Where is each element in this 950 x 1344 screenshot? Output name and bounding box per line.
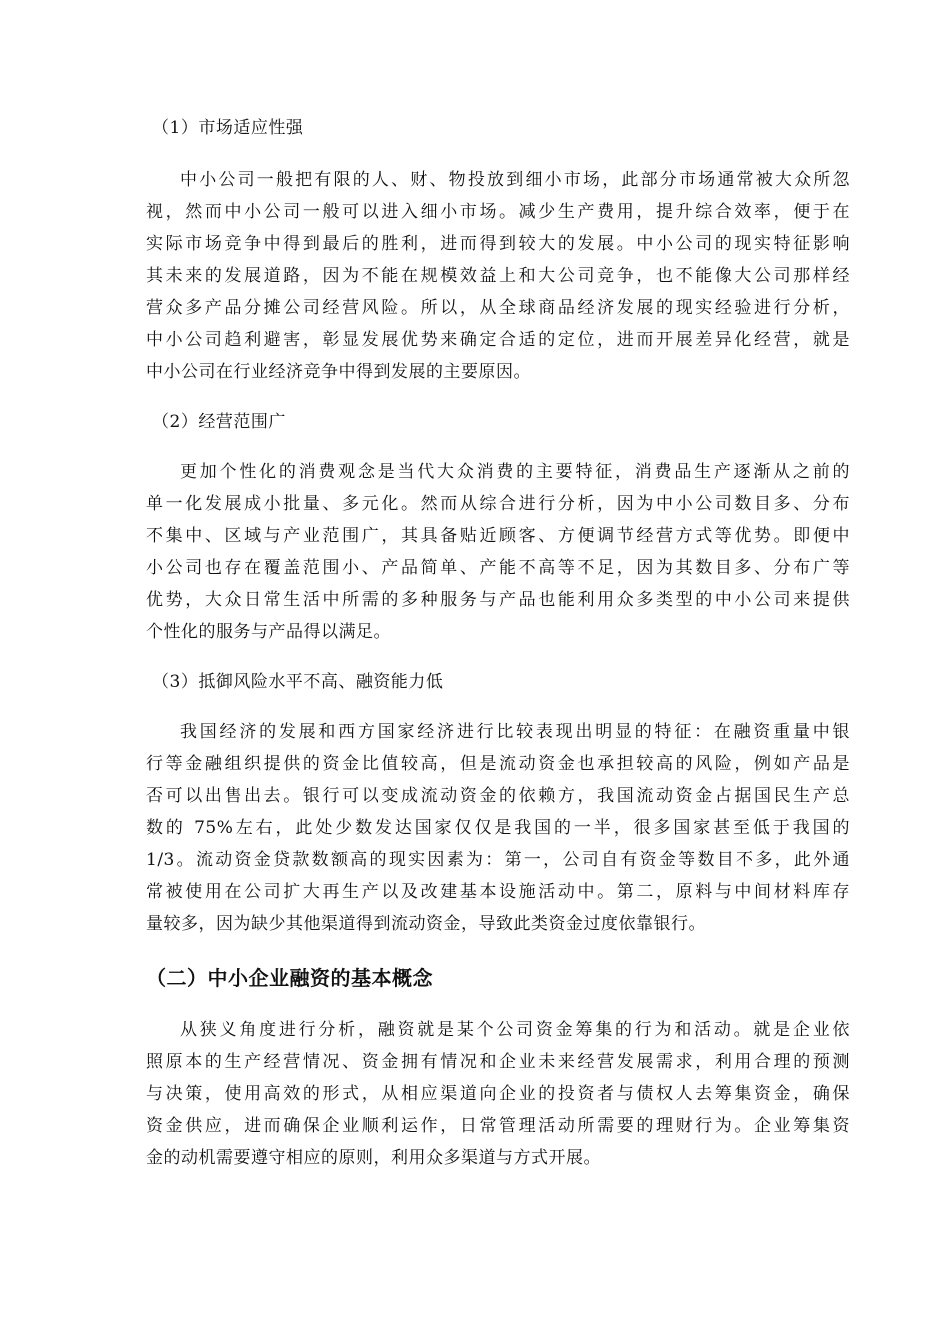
paragraph-line: 视，然而中小公司一般可以进入细小市场。减少生产费用，提升综合效率，便于在 [146,202,850,222]
paragraph-line: 实际市场竞争中得到最后的胜利，进而得到较大的发展。中小公司的现实特征影响 [146,234,850,254]
paragraph-line: 其未来的发展道路，因为不能在规模效益上和大公司竞争，也不能像大公司那样经 [146,266,850,286]
paragraph-line: 中小公司在行业经济竞争中得到发展的主要原因。 [146,362,531,382]
paragraph-line: 中小公司一般把有限的人、财、物投放到细小市场，此部分市场通常被大众所忽 [180,170,850,190]
paragraph-line: 1/3。流动资金贷款数额高的现实因素为：第一，公司自有资金等数目不多，此外通 [146,850,850,870]
paragraph-line: 行等金融组织提供的资金比值较高，但是流动资金也承担较高的风险，例如产品是 [146,754,850,774]
paragraph-line: 我国经济的发展和西方国家经济进行比较表现出明显的特征：在融资重量中银 [180,722,850,742]
paragraph-line: 否可以出售出去。银行可以变成流动资金的依赖方，我国流动资金占据国民生产总 [146,786,850,806]
subheading-market-adaptability: （1）市场适应性强 [152,118,304,138]
paragraph-line: 不集中、区域与产业范围广，其具备贴近顾客、方便调节经营方式等优势。即便中 [146,526,850,546]
paragraph-line: 金的动机需要遵守相应的原则，利用众多渠道与方式开展。 [146,1148,601,1168]
paragraph-line: 从狭义角度进行分析，融资就是某个公司资金筹集的行为和活动。就是企业依 [180,1020,850,1040]
paragraph-line: 更加个性化的消费观念是当代大众消费的主要特征，消费品生产逐渐从之前的 [180,462,850,482]
paragraph-line: 常被使用在公司扩大再生产以及改建基本设施活动中。第二，原料与中间材料库存 [146,882,850,902]
paragraph-line: 中小公司趋利避害，彰显发展优势来确定合适的定位，进而开展差异化经营，就是 [146,330,850,350]
subheading-business-scope: （2）经营范围广 [152,412,286,432]
section-heading-financing-concept: （二）中小企业融资的基本概念 [146,966,433,990]
paragraph-line: 单一化发展成小批量、多元化。然而从综合进行分析，因为中小公司数目多、分布 [146,494,850,514]
paragraph-line: 个性化的服务与产品得以满足。 [146,622,391,642]
subheading-risk-financing: （3）抵御风险水平不高、融资能力低 [152,672,444,692]
paragraph-line: 资金供应，进而确保企业顺利运作，日常管理活动所需要的理财行为。企业筹集资 [146,1116,850,1136]
paragraph-line: 与决策，使用高效的形式，从相应渠道向企业的投资者与债权人去筹集资金，确保 [146,1084,850,1104]
paragraph-line: 营众多产品分摊公司经营风险。所以，从全球商品经济发展的现实经验进行分析， [146,298,850,318]
paragraph-line: 照原本的生产经营情况、资金拥有情况和企业未来经营发展需求，利用合理的预测 [146,1052,850,1072]
paragraph-line: 优势，大众日常生活中所需的多种服务与产品也能利用众多类型的中小公司来提供 [146,590,850,610]
paragraph-line: 量较多，因为缺少其他渠道得到流动资金，导致此类资金过度依靠银行。 [146,914,706,934]
paragraph-line: 小公司也存在覆盖范围小、产品简单、产能不高等不足，因为其数目多、分布广等 [146,558,850,578]
paragraph-line: 数的 75%左右，此处少数发达国家仅仅是我国的一半，很多国家甚至低于我国的 [146,818,850,838]
